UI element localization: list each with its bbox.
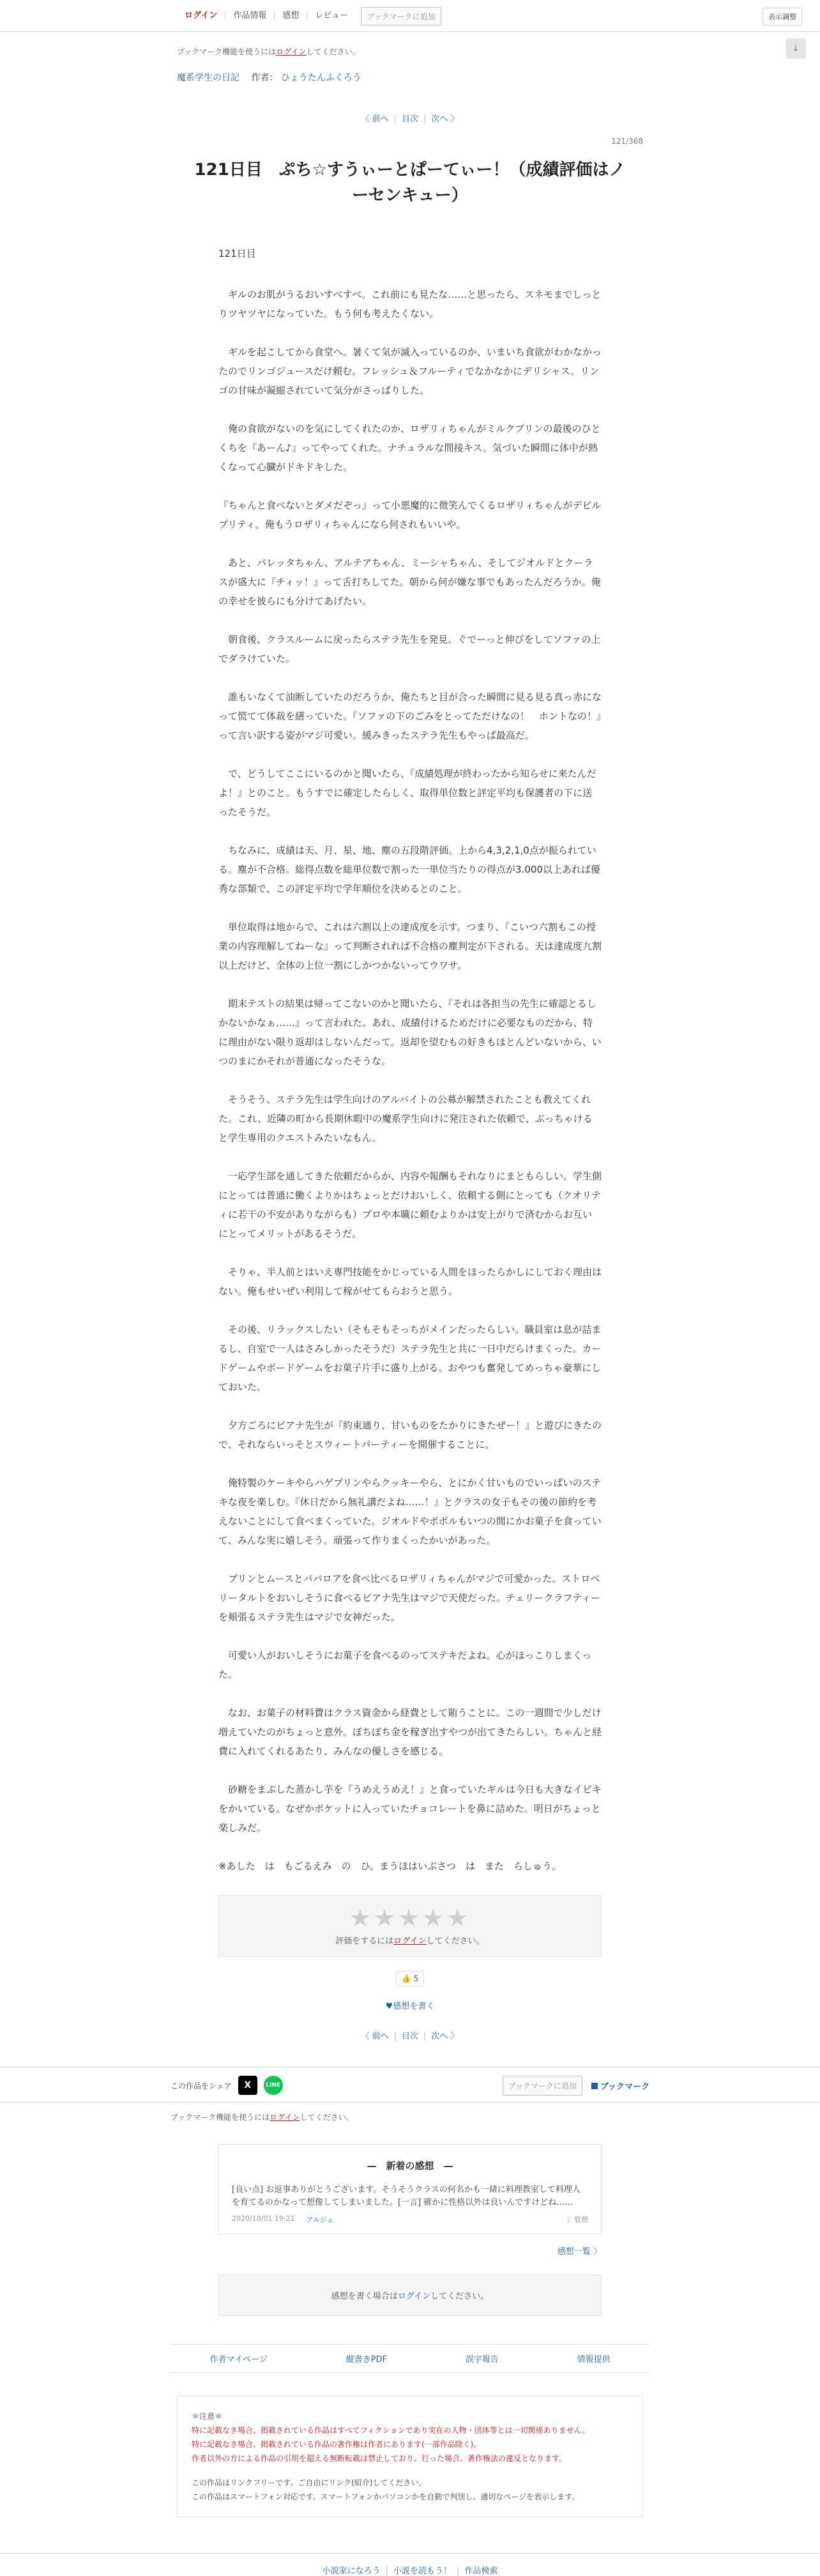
next-link[interactable]: 次へ 〉	[431, 114, 459, 124]
notice-login-link-bottom[interactable]: ログイン	[270, 2113, 300, 2122]
scroll-down-icon[interactable]: ↓	[786, 38, 806, 59]
prev-link-bottom[interactable]: 〈 前へ	[361, 2032, 389, 2041]
share-bar	[0, 2067, 820, 2103]
novel-paragraph: ギルを起こしてから食堂へ。暑くて気が滅入っているのか、いまいち食欲がわかなかったのでリンゴジュースだけ頼む。フレッシュ＆フルーティでなかなかにデリシャス。リンゴの甘味が凝縮されていて気分がさっぱりした。	[218, 346, 602, 396]
novel-paragraph: で、どうしてここにいるのかと聞いたら、『成績処理が終わったから知らせに来たんだよ！』とのこと。もうすでに確定したらしく、取得単位数と評定平均も保護者の下に送ったそうだ。	[218, 768, 596, 818]
display-settings-button[interactable]: 表示調整	[763, 8, 802, 26]
review-link[interactable]: レビュー	[315, 11, 349, 20]
novel-paragraph: 誰もいなくて油断していたのだろうか、俺たちと目が合った瞬間に見る見る真っ赤になって慌てて体裁を繕っていた。『ソファの下のごみをとってただけなの！ ホントなの！』って言い訳する姿がマジ可愛い。緩みきったステラ先生もやっぱ最高だ。	[218, 691, 602, 741]
novel-paragraph: そりゃ、半人前とはいえ専門技能をかじっている人間をほったらかしにしておく理由はない。俺もせいぜい利用して稼がせてもらおうと思う。	[218, 1266, 602, 1297]
disclaimer-linkfree: この作品はリンクフリーです。ご自由にリンク(紹介)してください。	[192, 2478, 427, 2487]
novel-paragraph: その後、リラックスしたい（そもそもそっちがメインだったらしい。職員室は息が詰まるし、自室で一人はさみしかったそうだ）ステラ先生と共に一日中だらけまくった。カードゲームやボードゲームをお菓子片手に盛り上がる。おやつも奮発してめっちゃ豪華にしておいた。	[218, 1324, 602, 1393]
bookmark-square-icon	[591, 2083, 598, 2089]
next-link-bottom[interactable]: 次へ 〉	[431, 2032, 459, 2041]
bookmark-add-button-bottom[interactable]: ブックマークに追加	[503, 2076, 582, 2096]
footer-links	[171, 2344, 649, 2373]
line-share-icon[interactable]: LINE	[264, 2076, 283, 2095]
series-info	[177, 71, 643, 84]
novel-paragraph: そうそう、ステラ先生は学生向けのアルバイトの公募が解禁されたことも教えてくれた。これ、近隣の町から長期休暇中の魔系学生向けに発注された依頼で、ぶっちゃけると学生専用のクエストみたいなもん。	[218, 1094, 593, 1144]
novel-paragraph: 夕方ごろにピアナ先生が『約束通り、甘いものをたかりにきたぜー！』と遊びにきたので、それならいっそとスウィートパーティーを開催することに。	[218, 1420, 602, 1450]
disclaimer-reprint: 作者以外の方による作品の引用を超える無断転載は禁止しており、行った場合、著作権法の違反となります。	[192, 2454, 567, 2463]
impression-manage-button[interactable]: ⋮ 管理	[565, 2216, 588, 2224]
impressions-heading: — 新着の感想 —	[367, 2160, 453, 2172]
novel-paragraph: 一応学生部を通してきた依頼だからか、内容や報酬もそれなりにまともらしい。学生側にとっては普通に働くよりかはちょっとだけおいしく、依頼する側にとっても（クオリティに若干の不安がありながらも）プロや本職に頼むよりかは安上がりで済むからお互いにとってメリットがあるそうだ。	[218, 1170, 602, 1239]
x-share-icon[interactable]: X	[238, 2076, 257, 2095]
novel-paragraph: 朝食後、クラスルームに戻ったらステラ先生を発見。ぐでーっと伸びをしてソファの上でダラけていた。	[218, 634, 601, 664]
share-label: この作品をシェア	[171, 2081, 232, 2090]
novel-paragraph: 単位取得は地からで、これは六割以上の達成度を示す。つまり、『こいつ六割もこの授業の内容理解してねーな』って判断されれば不合格の塵判定が下される。天は達成度九割以上だけど、全体の上位一割にしかつかないってウワサ。	[218, 921, 602, 971]
series-title-link[interactable]: 魔系学生の日記	[177, 73, 239, 83]
bookmark-link[interactable]: ブックマーク	[591, 2080, 649, 2092]
like-button[interactable]	[396, 1971, 424, 1986]
novel-body	[218, 244, 602, 1876]
toc-link[interactable]: 目次	[401, 114, 418, 124]
narou-home-link[interactable]: 小説家になろう	[322, 2566, 381, 2576]
top-nav	[177, 0, 441, 32]
vertical-pdf-link[interactable]: 縦書きPDF	[345, 2355, 387, 2365]
novel-paragraph: 『ちゃんと食べないとダメだぞっ』って小悪魔的に微笑んでくるロザリィちゃんがデビルプリティ。俺もうロザリィちゃんになら何されもいいや。	[218, 500, 602, 530]
novel-paragraph: 俺特製のケーキやらハゲプリンやらクッキーやら、とにかく甘いものでいっぱいのステキな夜を楽しむ。『休日だから無礼講だよね……！』とクラスの女子もその後の節約を考えないことにして食べまくっていた。ジオルドやポポルもいつの間にかお菓子を食っていて、みんな実に嬉しそう。頑張って作りまくったかいがあった。	[218, 1477, 602, 1546]
typo-report-link[interactable]: 誤字報告	[465, 2355, 499, 2365]
disclaimer-fiction: 特に記載なき場合、掲載されている作品はすべてフィクションであり実在の人物・団体等とは一切関係ありません。	[192, 2426, 590, 2435]
rating-login-link[interactable]: ログイン	[393, 1936, 427, 1946]
novel-search-link[interactable]: 作品検索	[464, 2566, 498, 2576]
novel-paragraph: プリンとムースとババロアを食べ比べるロザリィちゃんがマジで可愛かった。ストロベリータルトをおいしそうに食べるピアナ先生はマジで天使だった。チェリークラフティーを頬張るステラ先生はマジで女神だった。	[218, 1573, 601, 1623]
yomou-link[interactable]: 小説を読もう！	[393, 2566, 452, 2576]
info-provide-link[interactable]: 情報提供	[577, 2355, 611, 2365]
novel-subhead: 121日目	[218, 248, 256, 259]
novel-paragraph: ※あした は もごるえみ の ひ。まうほはいぶさつ は また らしゅう。	[218, 1860, 561, 1872]
top-bar	[0, 0, 820, 32]
novel-paragraph: あと、パレッタちゃん、アルテアちゃん、ミーシャちゃん、そしてジオルドとクーラスが盛大に『チィッ！』って舌打ちしてた。朝から何が嫌な事でもあったんだろうか。俺の幸せを彼らにも分けてあげたい。	[218, 557, 601, 607]
bookmark-notice: ブックマーク機能を使うにはログインしてください。	[177, 47, 360, 56]
impression-meta	[232, 2214, 588, 2225]
novel-paragraph: ちなみに、成績は天、月、星、地、塵の五段階評価。上から4,3,2,1,0点が振られている。塵が不合格。総得点数を総単位数で割った一単位当たりの得点が3.000以上あれば優秀な部類で、この評定平均で学年順位を決めるとのこと。	[218, 845, 600, 894]
login-link[interactable]: ログイン	[177, 12, 225, 20]
author-link[interactable]: ひょうたんふくろう	[280, 73, 361, 83]
disclaimer-box	[177, 2396, 643, 2517]
bottom-pager: 〈 前へ | 目次 | 次へ 〉	[361, 2032, 459, 2041]
impression-text: [良い点] お返事ありがとうございます。そうそうクラスの何名かも一緒に料理教室して料理人を育てるのかなって想像してしまいました。[一言] 確かに性格以外は良いんですけどね……	[232, 2185, 581, 2207]
notice-login-link[interactable]: ログイン	[276, 47, 307, 56]
impressions-link[interactable]: 感想	[275, 12, 307, 20]
impression-login-link[interactable]: ログイン	[397, 2292, 431, 2301]
toc-link-bottom[interactable]: 目次	[401, 2032, 418, 2041]
author-label: 作者：	[251, 73, 278, 83]
rating-note: 評価をするにはログインしてください。	[335, 1936, 485, 1946]
top-pager: 〈 前へ | 目次 | 次へ 〉	[361, 114, 459, 124]
novel-paragraph: 砂糖をまぶした蒸かし芋を『うめえうめえ！』と食っていたギルは今日も大きなイビキをかいている。なぜかポケットに入っていたチョコレートを鼻に詰めた。明日がちょっと楽しみだ。	[218, 1784, 602, 1834]
impressions-box	[218, 2144, 602, 2234]
rating-stars-icon[interactable]: ★★★★★	[349, 1904, 471, 1932]
novel-paragraph: 俺の食欲がないのを気にしてくれたのか、ロザリィちゃんがミルクプリンの最後のひとくちを『あーん♪』ってやってくれた。ナチュラルな間接キス。気づいた瞬間に体中が熱くなって心臓がドキドキした。	[218, 423, 601, 473]
episode-title: 121日目 ぷち☆すうぃーとぱーてぃー！（成績評価はノーセンキュー）	[194, 160, 626, 205]
like-count: 5	[413, 1974, 419, 1983]
episode-counter: 121/368	[611, 137, 643, 146]
impressions-all-link[interactable]: 感想一覧 〉	[557, 2247, 602, 2257]
disclaimer-title: ＊注意＊	[192, 2412, 223, 2421]
novel-paragraph: 可愛い人がおいしそうにお菓子を食べるのってステキだよね。心がほっこりしまくった。	[218, 1650, 592, 1680]
impression-author-link[interactable]: アルジェ	[306, 2216, 334, 2224]
impression-login-box: 感想を書く場合はログインしてください。	[218, 2274, 602, 2316]
novel-paragraph: ギルのお肌がうるおいすべすべ。これ前にも見たな……と思ったら、スネモまでしっとりツヤツヤになっていた。もう何も考えたくない。	[218, 289, 602, 319]
rating-box	[218, 1895, 602, 1957]
disclaimer-smartphone: この作品はスマートフォン対応です。スマートフォンかパソコンかを自動で判別し、適切なページを表示します。	[192, 2492, 580, 2501]
thumbs-up-icon: 👍	[401, 1974, 411, 1983]
disclaimer-copyright: 特に記載なき場合、掲載されている作品の著作権は作者にあります(一部作品除く)。	[192, 2440, 482, 2449]
author-mypage-link[interactable]: 作者マイページ	[209, 2355, 268, 2365]
prev-link[interactable]: 〈 前へ	[361, 114, 389, 124]
novel-info-link[interactable]: 作品情報	[225, 12, 275, 20]
bottom-links: 小説家になろう | 小説を読もう！ | 作品検索	[0, 2553, 820, 2576]
bookmark-add-button[interactable]: ブックマークに追加	[361, 7, 441, 26]
impression-date: 2020/10/01 19:21	[232, 2214, 295, 2223]
bookmark-notice-bottom: ブックマーク機能を使うにはログインしてください。	[171, 2113, 354, 2122]
novel-paragraph: なお、お菓子の材料費はクラス資金から経費として賄うことに。この一週間で少しだけ増えていたのがちょっと意外。ぼちぼち金を稼ぎ出すやつが出てきたらしい。ちゃんと経費に入れてくれるあたり、みんなの優しさを感じる。	[218, 1707, 602, 1757]
novel-paragraph: 期末テストの結果は帰ってこないのかと聞いたら、『それは各担当の先生に確認とるしかないかなぁ……』って言われた。あれ、成績付けるためだけに必要なものだから、特に理由がない限り返却はしないんだって。返却を望むもの好きもほとんどいないから、いつのまにかそれが普通になったそうな。	[218, 998, 602, 1067]
write-impression-link[interactable]: ♥感想を書く	[385, 2002, 435, 2011]
